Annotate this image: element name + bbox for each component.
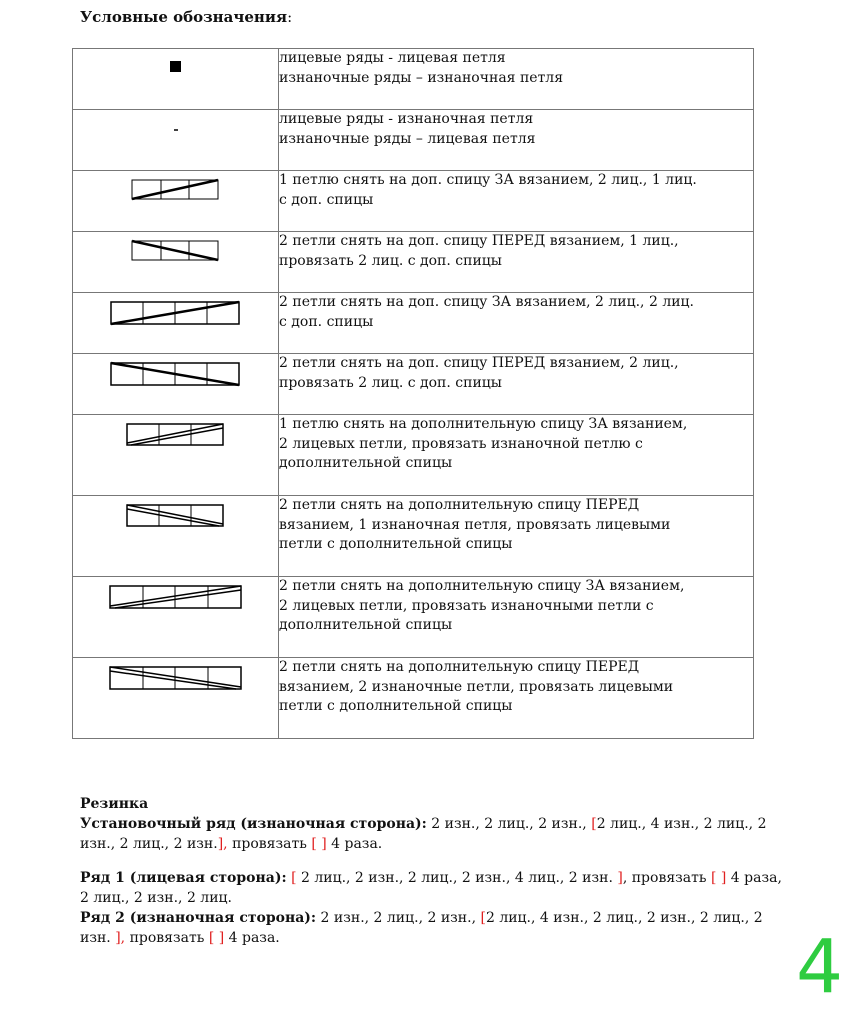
description-cell: 2 петли снять на доп. спицу ЗА вязанием, 2 лиц., 2 лиц. с доп. спицы — [279, 293, 754, 354]
rib-row-2: Ряд 2 (изнаночная сторона): 2 изн., 2 лиц., 2 изн., [2 лиц., 4 изн., 2 лиц., 2 изн., 2 лиц., 2 изн. ], провязать [ ] 4 раза. — [80, 910, 763, 946]
description-cell: лицевые ряды - лицевая петля изнаночные ряды – изнаночная петля — [279, 49, 754, 110]
description-cell: 2 петли снять на дополнительную спицу ПЕРЕД вязанием, 1 изнаночная петля, провязать лицевыми петли с дополнительной спицы — [279, 496, 754, 577]
legend-row — [73, 293, 754, 354]
legend-row — [73, 232, 754, 293]
legend-table — [72, 48, 754, 739]
legend-row — [73, 110, 754, 171]
legend-row — [73, 658, 754, 739]
symbol-cell — [73, 354, 279, 415]
legend-row — [73, 354, 754, 415]
symbol-cell — [73, 577, 279, 658]
cable-4-right-icon — [73, 293, 278, 353]
cable-4-left-icon — [73, 354, 278, 414]
symbol-cell — [73, 496, 279, 577]
symbol-cell — [73, 110, 279, 171]
rib-setup-row: Установочный ряд (изнаночная сторона): 2 изн., 2 лиц., 2 изн., [2 лиц., 4 изн., 2 лиц., 2 изн., 2 лиц., 2 изн.], провязать [ ] 4 раза. — [80, 816, 767, 852]
legend-row — [73, 496, 754, 577]
symbol-cell — [73, 415, 279, 496]
legend-row — [73, 171, 754, 232]
description-cell: 1 петлю снять на дополнительную спицу ЗА вязанием, 2 лицевых петли, провязать изнаночной петлю с дополнительной спицы — [279, 415, 754, 496]
cable-3-right-icon — [73, 171, 278, 231]
description-cell: 2 петли снять на доп. спицу ПЕРЕД вязанием, 2 лиц., провязать 2 лиц. с доп. спицы — [279, 354, 754, 415]
rib-title: Резинка — [80, 796, 149, 812]
rib-section — [80, 794, 795, 854]
purl-cable-3-right-icon — [73, 415, 278, 495]
cable-3-left-icon — [73, 232, 278, 292]
symbol-cell — [73, 658, 279, 739]
description-cell: 2 петли снять на доп. спицу ПЕРЕД вязанием, 1 лиц., провязать 2 лиц. с доп. спицы — [279, 232, 754, 293]
symbol-cell — [73, 232, 279, 293]
purl-cable-3-left-icon — [73, 496, 278, 576]
rib-row-1: Ряд 1 (лицевая сторона): [ 2 лиц., 2 изн., 2 лиц., 2 изн., 4 лиц., 2 изн. ], провязать [ ] 4 раза, 2 лиц., 2 изн., 2 лиц. — [80, 870, 782, 906]
legend-row — [73, 415, 754, 496]
filled-square-icon — [73, 49, 278, 109]
description-cell: 2 петли снять на дополнительную спицу ЗА вязанием, 2 лицевых петли, провязать изнаночными петли с дополнительной спицы — [279, 577, 754, 658]
page-number: 4 — [796, 924, 844, 1010]
legend-row — [73, 577, 754, 658]
symbol-cell — [73, 171, 279, 232]
description-cell: 2 петли снять на дополнительную спицу ПЕРЕД вязанием, 2 изнаночные петли, провязать лицевыми петли с дополнительной спицы — [279, 658, 754, 739]
dash-icon — [73, 110, 278, 170]
legend-row — [73, 49, 754, 110]
symbol-cell — [73, 293, 279, 354]
legend-heading: Условные обозначения: — [80, 8, 293, 26]
symbol-cell — [73, 49, 279, 110]
purl-cable-4-right-icon — [73, 577, 278, 657]
description-cell: лицевые ряды - изнаночная петля изнаночные ряды – лицевая петля — [279, 110, 754, 171]
purl-cable-4-left-icon — [73, 658, 278, 738]
description-cell: 1 петлю снять на доп. спицу ЗА вязанием, 2 лиц., 1 лиц. с доп. спицы — [279, 171, 754, 232]
